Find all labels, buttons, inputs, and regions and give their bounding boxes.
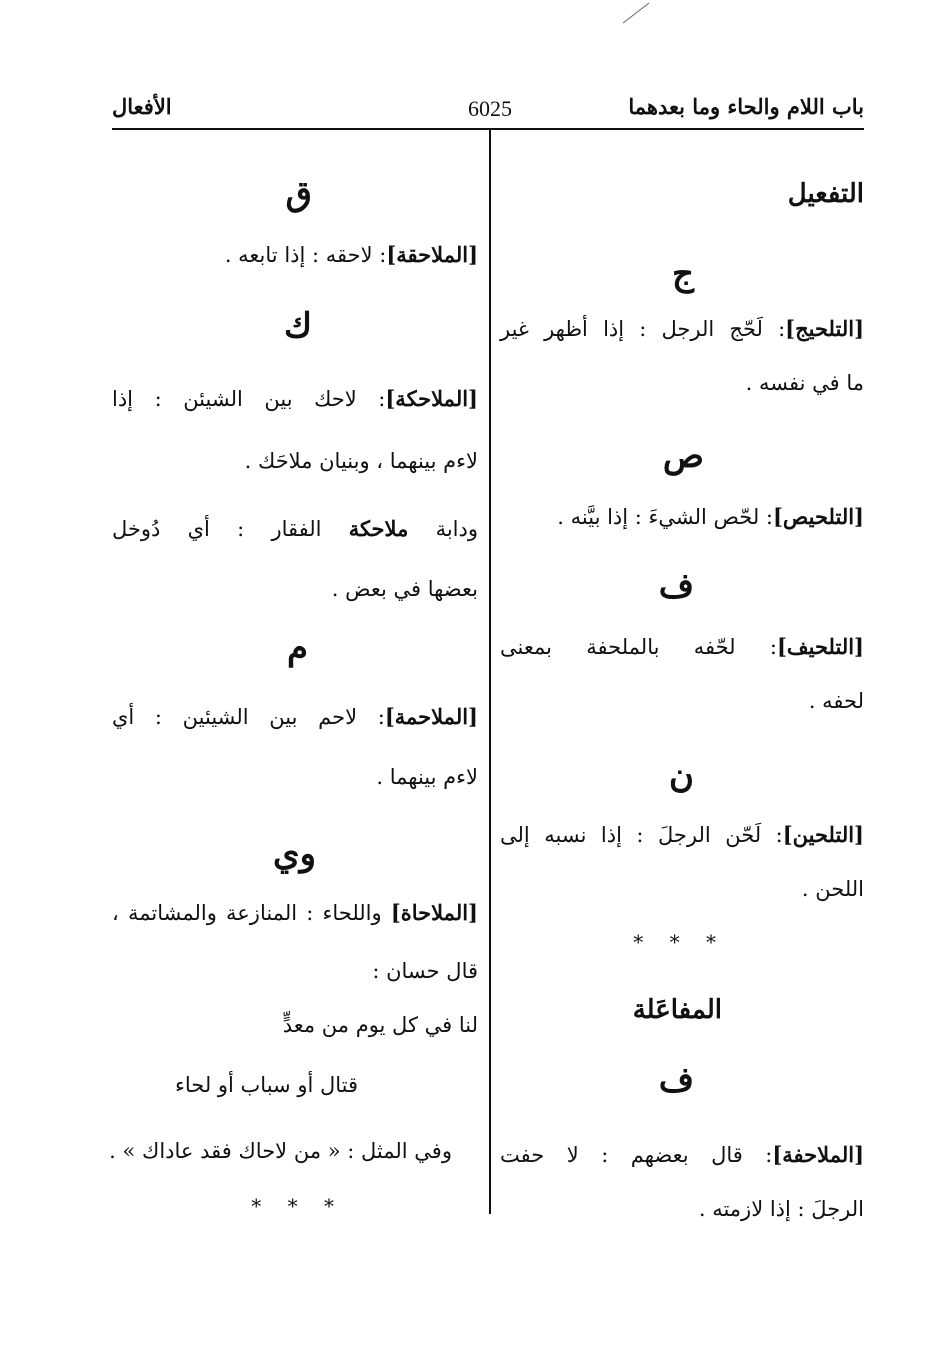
entry-text: : لحّص الشيءَ : إذا بيَّنه . bbox=[557, 505, 773, 529]
letter-heading: ف bbox=[658, 1060, 694, 1100]
letter-heading: م bbox=[286, 628, 308, 668]
entry-text: الفقار : أي دُوخل bbox=[112, 517, 349, 541]
entry-lemma: [التلحيف] bbox=[776, 634, 864, 659]
entry-text: ودابة bbox=[408, 517, 478, 541]
entry-line bbox=[500, 314, 864, 344]
letter-heading: ن bbox=[669, 756, 694, 796]
entry-lemma: [الملاحاة] bbox=[390, 900, 478, 925]
entry-lemma: [الملاحقة] bbox=[386, 242, 478, 267]
section-separator: * * * bbox=[251, 1194, 344, 1218]
entry-line: لحفه . bbox=[808, 689, 864, 713]
entry-line: بعضها في بعض . bbox=[331, 577, 478, 601]
entry-line bbox=[557, 502, 864, 532]
letter-heading: وي bbox=[272, 834, 316, 874]
letter-heading: ك bbox=[283, 306, 312, 346]
entry-text: : لحّفه بالملحفة بمعنى bbox=[500, 635, 777, 659]
entry-lemma: [الملاحمة] bbox=[384, 704, 478, 729]
entry-line: ما في نفسه . bbox=[745, 371, 864, 395]
entry-line bbox=[112, 384, 478, 414]
entry-text: : لَحّج الرجل : إذا أظهر غير bbox=[500, 317, 786, 341]
entry-text: : قال بعضهم : لا حفت bbox=[500, 1143, 773, 1167]
entry-text: واللحاء : المنازعة والمشاتمة ، bbox=[112, 901, 391, 925]
entry-lemma: [الملاحفة] bbox=[772, 1142, 864, 1167]
letter-heading: ف bbox=[658, 566, 694, 606]
entry-text: : لاحقه : إذا تابعه . bbox=[224, 243, 387, 267]
letter-heading: ق bbox=[285, 174, 312, 214]
entry-line bbox=[112, 898, 478, 928]
entry-line bbox=[112, 514, 478, 544]
entry-text: : لَحّن الرجلَ : إذا نسبه إلى bbox=[500, 823, 783, 847]
page-number: 6025 bbox=[468, 96, 512, 121]
verse-line-2: قتال أو سباب أو لحاء bbox=[174, 1073, 358, 1097]
page-header bbox=[112, 92, 864, 130]
header-section-title: باب اللام والحاء وما بعدهما bbox=[628, 94, 864, 119]
entry-line bbox=[225, 240, 478, 270]
section-title-tafeel: التفعيل bbox=[787, 179, 864, 209]
entry-text: : لاحم بين الشيئين : أي bbox=[112, 705, 385, 729]
entry-line bbox=[500, 820, 864, 850]
letter-heading: ج bbox=[672, 254, 694, 294]
entry-text: : لاحك بين الشيئن : إذا bbox=[112, 387, 386, 411]
column-divider bbox=[489, 130, 491, 1214]
entry-line bbox=[500, 632, 864, 662]
letter-heading: ص bbox=[662, 436, 704, 476]
verse-line-1: لنا في كل يوم من معدٍّ bbox=[282, 1013, 478, 1037]
entry-line: لاءم بينهما ، وبنيان ملاحَك . bbox=[244, 449, 478, 473]
proverb-line: وفي المثل : « من لاحاك فقد عاداك » . bbox=[109, 1139, 452, 1163]
entry-line: قال حسان : bbox=[372, 959, 478, 983]
section-separator: * * * bbox=[633, 930, 726, 954]
entry-line: اللحن . bbox=[801, 877, 864, 901]
entry-line bbox=[500, 1140, 864, 1170]
entry-lemma: [التلحين] bbox=[782, 822, 864, 847]
entry-lemma: [التلحيص] bbox=[772, 504, 864, 529]
entry-headword: ملاحكة bbox=[348, 516, 409, 541]
entry-lemma: [الملاحكة] bbox=[385, 386, 478, 411]
entry-line: الرجلَ : إذا لازمته . bbox=[698, 1197, 864, 1221]
header-category: الأفعال bbox=[112, 94, 172, 119]
section-title-mufaala: المفاعَلة bbox=[632, 995, 722, 1025]
entry-lemma: [التلحيج] bbox=[785, 316, 864, 341]
scan-mark bbox=[622, 2, 650, 24]
entry-line bbox=[112, 702, 478, 732]
entry-line: لاءم بينهما . bbox=[376, 765, 478, 789]
